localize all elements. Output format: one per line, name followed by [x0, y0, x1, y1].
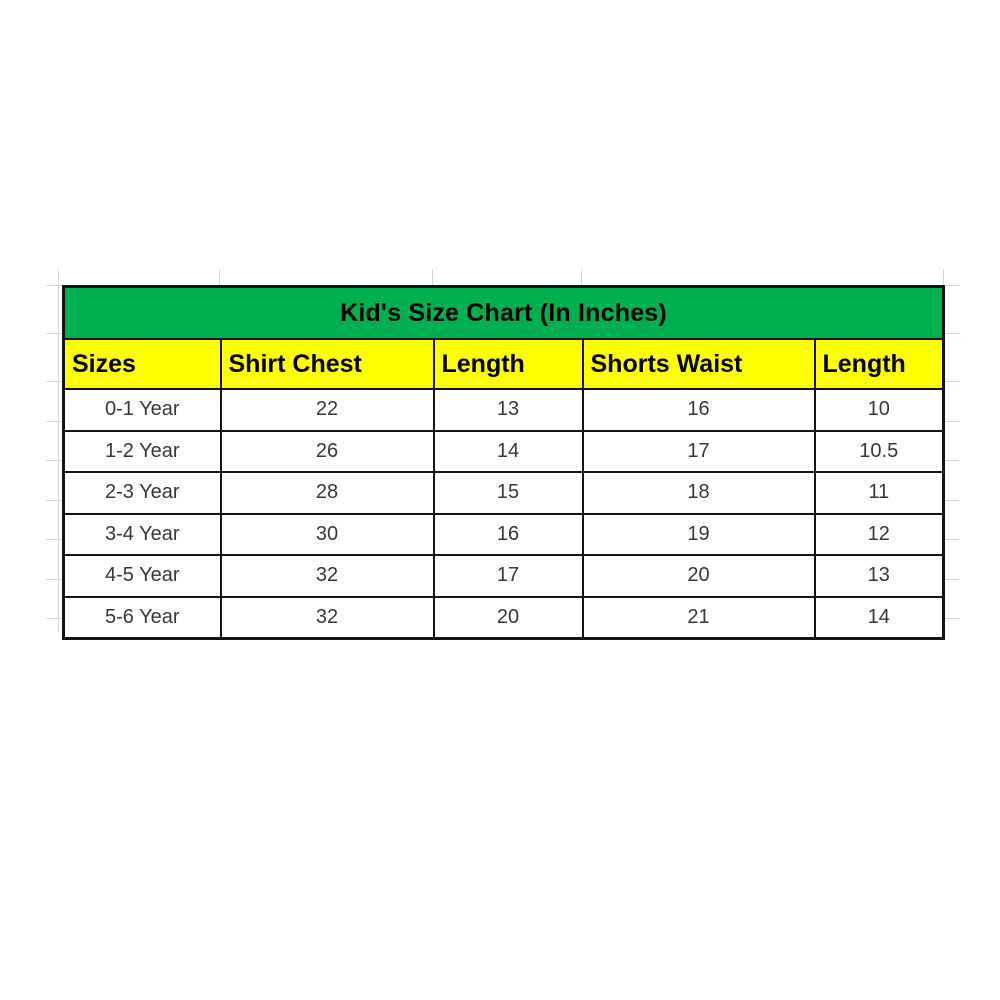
value-cell: 15: [434, 472, 583, 514]
spreadsheet-gridline: [46, 618, 62, 619]
value-cell: 14: [434, 431, 583, 473]
value-cell: 17: [434, 555, 583, 597]
value-cell: 10: [815, 389, 944, 431]
spreadsheet-gridline: [943, 269, 944, 285]
spreadsheet-gridline: [46, 460, 62, 461]
spreadsheet-gridline: [46, 333, 62, 334]
value-cell: 26: [221, 431, 434, 473]
size-cell: 2-3 Year: [64, 472, 221, 514]
value-cell: 13: [434, 389, 583, 431]
size-cell: 3-4 Year: [64, 514, 221, 556]
value-cell: 14: [815, 597, 944, 639]
value-cell: 20: [583, 555, 815, 597]
size-cell: 4-5 Year: [64, 555, 221, 597]
table-title: Kid's Size Chart (In Inches): [64, 287, 944, 340]
table-row: [64, 555, 944, 597]
value-cell: 13: [815, 555, 944, 597]
table-row: [64, 431, 944, 473]
value-cell: 12: [815, 514, 944, 556]
value-cell: 11: [815, 472, 944, 514]
value-cell: 22: [221, 389, 434, 431]
table-row: [64, 389, 944, 431]
table-row: [64, 472, 944, 514]
value-cell: 28: [221, 472, 434, 514]
value-cell: 17: [583, 431, 815, 473]
value-cell: 10.5: [815, 431, 944, 473]
spreadsheet-gridline: [46, 421, 62, 422]
spreadsheet-gridline: [432, 269, 433, 285]
value-cell: 32: [221, 555, 434, 597]
table-row: [64, 514, 944, 556]
column-header-shorts-waist: Shorts Waist: [583, 339, 815, 389]
spreadsheet-gridline: [46, 539, 62, 540]
spreadsheet-gridline: [46, 285, 62, 286]
size-cell: 0-1 Year: [64, 389, 221, 431]
table-title-row: [64, 287, 944, 340]
value-cell: 16: [434, 514, 583, 556]
size-cell: 1-2 Year: [64, 431, 221, 473]
value-cell: 21: [583, 597, 815, 639]
value-cell: 20: [434, 597, 583, 639]
table-header-row: [64, 339, 944, 389]
value-cell: 16: [583, 389, 815, 431]
column-header-shorts-length: Length: [815, 339, 944, 389]
spreadsheet-gridline: [46, 381, 62, 382]
spreadsheet-gridline: [581, 269, 582, 285]
size-chart-table: [62, 285, 945, 640]
spreadsheet-gridline: [219, 269, 220, 285]
column-header-shirt-length: Length: [434, 339, 583, 389]
column-header-sizes: Sizes: [64, 339, 221, 389]
spreadsheet-gridline: [46, 579, 62, 580]
column-header-shirt-chest: Shirt Chest: [221, 339, 434, 389]
spreadsheet-gridline: [46, 500, 62, 501]
value-cell: 18: [583, 472, 815, 514]
table-row: [64, 597, 944, 639]
value-cell: 30: [221, 514, 434, 556]
size-cell: 5-6 Year: [64, 597, 221, 639]
value-cell: 19: [583, 514, 815, 556]
value-cell: 32: [221, 597, 434, 639]
